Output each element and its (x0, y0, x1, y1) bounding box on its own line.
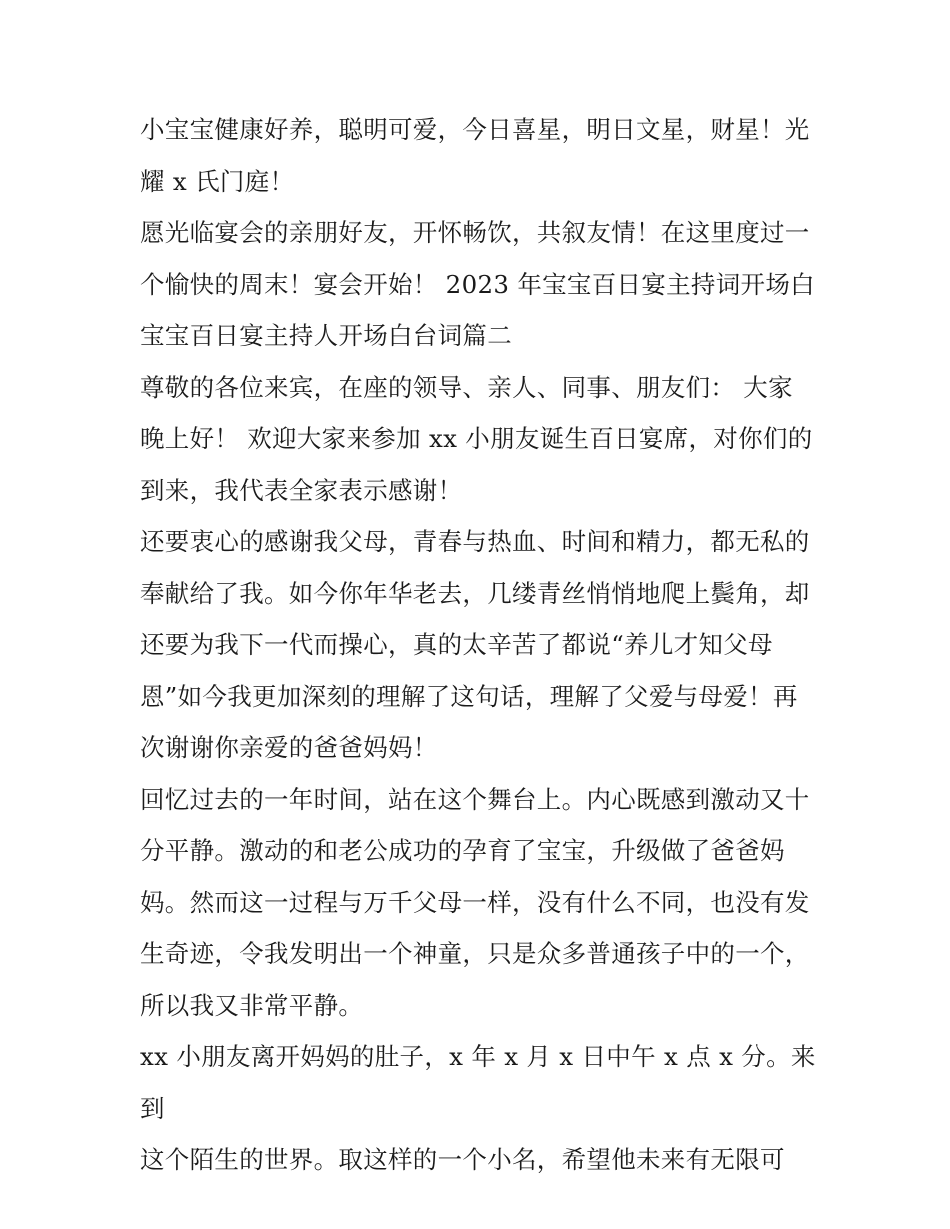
text-line: 个愉快的周末！宴会开始！ 2023 年宝宝百日宴主持词开场白 (140, 269, 815, 299)
text-line: 妈。然而这一过程与万千父母一样，没有什么不同，也没有发 (140, 887, 810, 917)
text-line: 生奇迹，令我发明出一个神童，只是众多普通孩子中的一个， (140, 939, 810, 968)
text-line: 到来，我代表全家表示感谢！ (140, 475, 463, 505)
text-line: 奉献给了我。如今你年华老去，几缕青丝悄悄地爬上鬓角，却 (140, 578, 810, 608)
text-line: 晚上好！ 欢迎大家来参加 xx 小朋友诞生百日宴席，对你们的 (140, 424, 813, 453)
text-line: 还要衷心的感谢我父母，青春与热血、时间和精力，都无私的 (140, 527, 810, 556)
text-line: 耀 x 氏门庭！ (140, 166, 295, 196)
section-heading: 宝宝百日宴主持人开场白台词篇二 (140, 321, 512, 350)
text-line: 回忆过去的一年时间，站在这个舞台上。内心既感到激动又十 (140, 784, 810, 814)
text-line: 尊敬的各位来宾，在座的领导、亲人、同事、朋友们： 大家 (140, 372, 793, 402)
text-line: 小宝宝健康好养，聪明可爱，今日喜星，明日文星，财星！光 (140, 115, 810, 144)
document-body (140, 104, 830, 1186)
text-line: 分平静。激动的和老公成功的孕育了宝宝，升级做了爸爸妈 (140, 836, 785, 865)
text-line: 还要为我下一代而操心，真的太辛苦了都说“养儿才知父母 (140, 630, 773, 659)
text-line: xx 小朋友离开妈妈的肚子，x 年 x 月 x 日中午 x 点 x 分。来到 (140, 1042, 816, 1123)
text-line: 次谢谢你亲爱的爸爸妈妈！ (140, 733, 438, 762)
text-line: 所以我又非常平静。 (140, 990, 364, 1020)
text-line: 这个陌生的世界。取这样的一个小名，希望他未来有无限可 (140, 1145, 785, 1174)
text-line: 恩”如今我更加深刻的理解了这句话，理解了父爱与母爱！再 (140, 681, 798, 711)
text-line: 愿光临宴会的亲朋好友，开怀畅饮，共叙友情！在这里度过一 (140, 218, 810, 247)
